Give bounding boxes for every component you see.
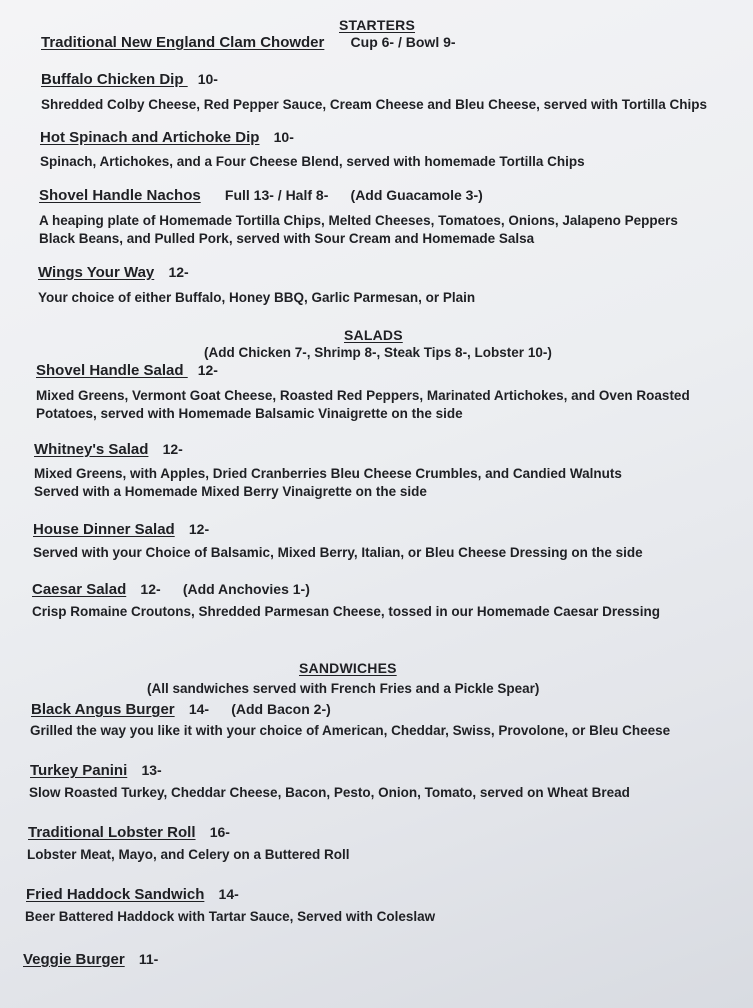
item-description: Slow Roasted Turkey, Cheddar Cheese, Bacon, Pesto, Onion, Tomato, served on Wheat Bread [29, 785, 630, 800]
item-name: Traditional New England Clam Chowder [41, 34, 325, 51]
menu-item-clam-chowder [41, 34, 456, 51]
item-description: Mixed Greens, with Apples, Dried Cranberries Bleu Cheese Crumbles, and Candied Walnuts [34, 466, 622, 481]
item-price: 12- [140, 581, 161, 597]
item-price: 12- [197, 362, 218, 378]
menu-item-fried-haddock-sandwich [26, 886, 239, 903]
item-description: Potatoes, served with Homemade Balsamic Vinaigrette on the side [36, 406, 463, 421]
item-price: 13- [141, 762, 162, 778]
item-description: Lobster Meat, Mayo, and Celery on a Buttered Roll [27, 847, 350, 862]
item-price: 16- [209, 824, 230, 840]
item-addon: (Add Guacamole 3-) [350, 187, 483, 203]
item-price: 10- [197, 71, 218, 87]
item-description: Crisp Romaine Croutons, Shredded Parmesan Cheese, tossed in our Homemade Caesar Dressing [32, 604, 660, 619]
item-description: Mixed Greens, Vermont Goat Cheese, Roasted Red Peppers, Marinated Artichokes, and Oven Roasted [36, 388, 690, 403]
item-description: Served with a Homemade Mixed Berry Vinaigrette on the side [34, 484, 427, 499]
item-addon: (Add Bacon 2-) [231, 701, 331, 717]
item-description: Black Beans, and Pulled Pork, served with Sour Cream and Homemade Salsa [39, 231, 535, 246]
item-name: Caesar Salad [32, 581, 127, 598]
item-description: Your choice of either Buffalo, Honey BBQ, Garlic Parmesan, or Plain [38, 290, 476, 305]
item-price: 12- [168, 264, 189, 280]
section-heading-salads: SALADS [344, 327, 403, 343]
item-description: A heaping plate of Homemade Tortilla Chips, Melted Cheeses, Tomatoes, Onions, Jalapeno Peppers [39, 213, 678, 228]
menu-item-veggie-burger [23, 951, 158, 968]
item-description: Served with your Choice of Balsamic, Mixed Berry, Italian, or Bleu Cheese Dressing on the side [33, 545, 643, 560]
menu-item-nachos [39, 187, 483, 204]
item-price: 14- [218, 886, 239, 902]
menu-item-black-angus-burger [31, 701, 331, 718]
item-price: Full 13- / Half 8- [224, 187, 329, 203]
item-price: Cup 6- / Bowl 9- [350, 34, 456, 50]
item-description: Spinach, Artichokes, and a Four Cheese Blend, served with homemade Tortilla Chips [40, 154, 585, 169]
section-note-salads: (Add Chicken 7-, Shrimp 8-, Steak Tips 8-, Lobster 10-) [204, 345, 552, 360]
item-description: Shredded Colby Cheese, Red Pepper Sauce, Cream Cheese and Bleu Cheese, served with Tortilla Chips [41, 97, 707, 112]
item-price: 11- [138, 951, 159, 967]
item-addon: (Add Anchovies 1-) [182, 581, 310, 597]
menu-item-spinach-dip [40, 129, 294, 146]
item-price: 14- [188, 701, 210, 717]
item-name: Fried Haddock Sandwich [26, 886, 205, 903]
menu-item-caesar-salad [32, 581, 310, 598]
item-name: Whitney's Salad [34, 441, 149, 458]
item-name: Shovel Handle Salad [36, 362, 188, 379]
item-name: Black Angus Burger [31, 701, 175, 718]
item-name: Turkey Panini [30, 762, 128, 779]
section-note-sandwiches: (All sandwiches served with French Fries and a Pickle Spear) [147, 681, 540, 696]
menu-item-wings [38, 264, 189, 281]
item-price: 12- [188, 521, 210, 537]
item-price: 12- [162, 441, 183, 457]
menu-item-buffalo-chicken-dip [41, 71, 218, 88]
section-heading-sandwiches: SANDWICHES [299, 660, 397, 676]
item-name: Wings Your Way [38, 264, 155, 281]
menu-item-shovel-handle-salad [36, 362, 218, 379]
menu-item-turkey-panini [30, 762, 162, 779]
item-name: Hot Spinach and Artichoke Dip [40, 129, 260, 146]
item-name: Shovel Handle Nachos [39, 187, 201, 204]
item-name: House Dinner Salad [33, 521, 175, 538]
item-description: Beer Battered Haddock with Tartar Sauce, Served with Coleslaw [25, 909, 436, 924]
menu-item-lobster-roll [28, 824, 230, 841]
item-price: 10- [273, 129, 294, 145]
item-name: Buffalo Chicken Dip [41, 71, 188, 88]
menu-item-house-dinner-salad [33, 521, 209, 538]
menu-item-whitneys-salad [34, 441, 183, 458]
item-description: Grilled the way you like it with your choice of American, Cheddar, Swiss, Provolone, or Bleu Cheese [30, 723, 671, 738]
section-heading-starters: STARTERS [339, 17, 416, 33]
item-name: Veggie Burger [23, 951, 125, 968]
item-name: Traditional Lobster Roll [28, 824, 196, 841]
